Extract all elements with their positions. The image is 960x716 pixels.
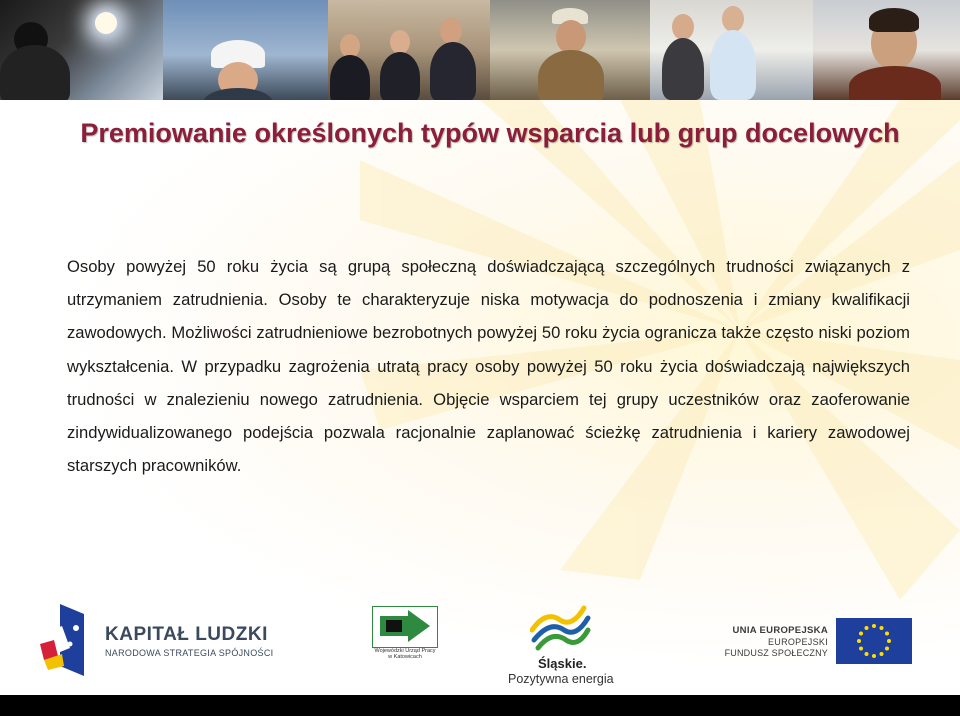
eu-star-icon [872, 654, 876, 658]
welder-photo [0, 0, 163, 100]
eu-star-icon [885, 632, 889, 636]
kapital-ludzki-subtitle: NARODOWA STRATEGIA SPÓJNOŚCI [105, 648, 274, 658]
kapital-ludzki-name: KAPITAŁ LUDZKI [105, 624, 268, 645]
eu-star-icon [865, 626, 869, 630]
photo-banner [0, 0, 960, 100]
eu-flag-icon [836, 618, 912, 664]
eu-star-icon [885, 647, 889, 651]
senior-worker-photo [490, 0, 650, 100]
ue-line-2: EUROPEJSKI [767, 637, 828, 647]
eu-star-icon [857, 639, 861, 643]
ue-line-3: FUNDUSZ SPOŁECZNY [724, 648, 828, 658]
office-workers-photo [650, 0, 813, 100]
eu-star-icon [865, 652, 869, 656]
eu-star-icon [880, 626, 884, 630]
eu-star-icon [887, 639, 891, 643]
ue-line-1: UNIA EUROPEJSKA [732, 625, 828, 636]
slide-title: Premiowanie określonych typów wsparcia lub grup docelowych [80, 118, 900, 148]
slaskie-tagline: Pozytywna energia [508, 672, 614, 686]
bottom-bar [0, 695, 960, 716]
hardhat-worker-photo [163, 0, 328, 100]
eu-star-icon [859, 647, 863, 651]
wup-caption: Wojewódzki Urząd Pracy w Katowicach [374, 648, 436, 660]
eu-star-icon [880, 652, 884, 656]
business-meeting-photo [328, 0, 490, 100]
kapital-ludzki-logo-icon [40, 604, 100, 676]
slide-paragraph: Osoby powyżej 50 roku życia są grupą społeczną doświadczającą szczególnych trudności związanych z utrzymaniem zatrudnienia. Osoby te charakteryzuje niska motywacja do podnoszenia i zmiany kwalifikacji zawodowych. Możliwości zatrudnieniowe bezrobotnych powyżej 50 roku życia ogranicza także często niski poziom wykształcenia. W przypadku zagrożenia utratą pracy osoby powyżej 50 roku życia doświadczają największych trudności w znalezieniu nowego zatrudnienia. Objęcie wsparciem tej grupy uczestników oraz zaoferowanie zindywidualizowanego podejścia pozwala racjonalnie zaplanować ścieżkę zatrudnienia i kariery zawodowej starszych pracowników. [67, 257, 910, 476]
eu-star-icon [859, 632, 863, 636]
wup-katowice-logo-icon [372, 606, 438, 648]
slaskie-logo-icon [530, 600, 592, 656]
young-man-photo [813, 0, 960, 100]
slaskie-name: Śląskie. [538, 656, 587, 671]
eu-star-icon [872, 624, 876, 628]
footer-logos [0, 590, 960, 695]
